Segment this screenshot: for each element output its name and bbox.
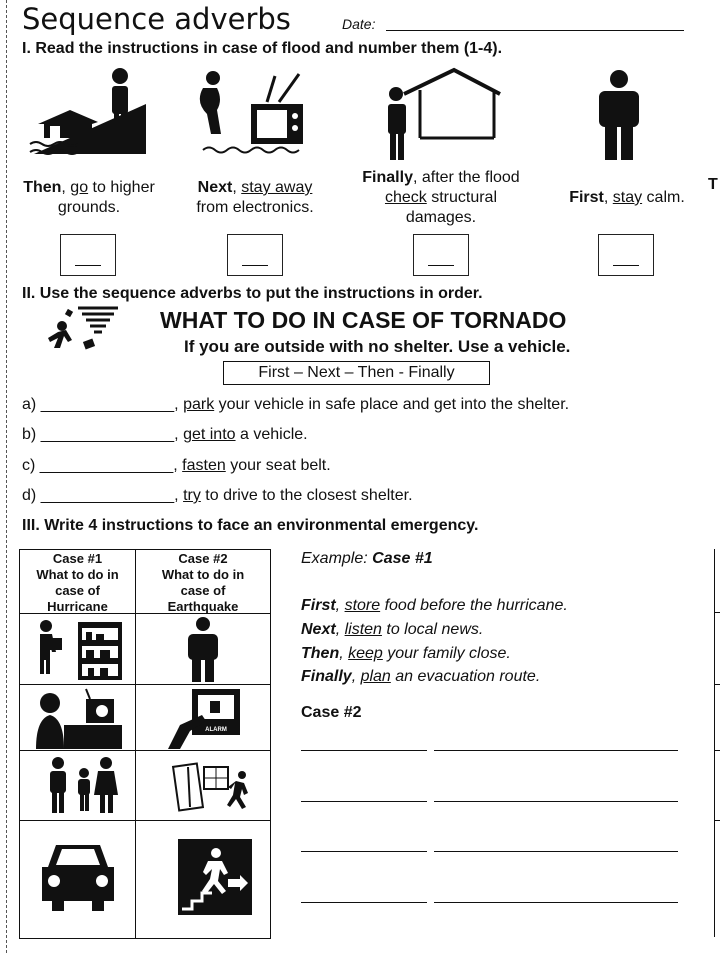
flood-instruction-2: Next, stay away from electronics. xyxy=(196,179,314,216)
example-line-3: Then, keep your family close. xyxy=(301,645,511,662)
write-line-1b[interactable] xyxy=(434,750,678,751)
sentence-d: d) _______________, try to drive to the closest shelter. xyxy=(22,487,413,504)
flood-instruction-3: Finally, after the flood check structural damages. xyxy=(362,169,520,226)
number-box-3[interactable] xyxy=(413,234,469,276)
tornado-title: WHAT TO DO IN CASE OF TORNADO xyxy=(160,307,567,333)
date-input-line[interactable] xyxy=(386,30,684,31)
adjacent-table-edge xyxy=(714,549,720,937)
case2-label: Case #2 xyxy=(301,704,362,721)
write-line-2a[interactable] xyxy=(301,801,427,802)
write-line-4a[interactable] xyxy=(301,902,427,903)
alarm-image xyxy=(136,685,270,751)
number-box-2[interactable] xyxy=(227,234,283,276)
write-line-2b[interactable] xyxy=(434,801,678,802)
answer-blank-a[interactable]: _______________ xyxy=(40,396,175,413)
cases-table xyxy=(19,549,271,939)
example-line-4: Finally, plan an evacuation route. xyxy=(301,668,541,685)
page-title: Sequence adverbs xyxy=(22,2,291,36)
adjacent-table-line xyxy=(714,750,720,751)
sentence-a: a) _______________, park your vehicle in safe place and get into the shelter. xyxy=(22,396,570,413)
example-line-1: First, store food before the hurricane. xyxy=(301,597,568,614)
adjacent-table-line xyxy=(714,612,720,613)
listen-radio-image xyxy=(20,685,136,751)
example-heading: Example: Case #1 xyxy=(301,550,433,567)
car-image xyxy=(20,821,136,938)
write-line-3b[interactable] xyxy=(434,851,678,852)
example-line-2: Next, listen to local news. xyxy=(301,621,484,638)
margin-dashed-line xyxy=(6,0,7,953)
section1-heading: I. Read the instructions in case of flood and number them (1-4). xyxy=(22,40,503,57)
flood-instruction-4: First, stay calm. xyxy=(569,189,685,206)
adjacent-table-line xyxy=(714,684,720,685)
date-label: Date: xyxy=(342,16,376,32)
person-stay-image xyxy=(136,614,270,685)
number-box-1[interactable] xyxy=(60,234,116,276)
answer-blank-d[interactable]: _______________ xyxy=(40,487,175,504)
tornado-subtitle: If you are outside with no shelter. Use a vehicle. xyxy=(184,337,571,356)
cutoff-letter: T xyxy=(708,176,718,193)
flood-house-hill-image xyxy=(28,64,152,164)
write-line-3a[interactable] xyxy=(301,851,427,852)
family-image xyxy=(20,751,136,821)
person-calm-image xyxy=(594,70,644,162)
tornado-running-icon xyxy=(44,304,124,356)
emergency-exit-image xyxy=(136,821,270,938)
section2-heading: II. Use the sequence adverbs to put the instructions in order. xyxy=(22,285,483,302)
sentence-c: c) _______________, fasten your seat belt. xyxy=(22,457,331,474)
alarm-text: ALARM xyxy=(205,727,227,733)
store-food-image xyxy=(20,614,136,685)
section3-heading: III. Write 4 instructions to face an environmental emergency. xyxy=(22,517,479,534)
flood-instruction-1: Then, go to higher grounds. xyxy=(23,179,155,216)
case1-header: Case #1 What to do in case of Hurricane xyxy=(20,550,136,614)
shelves-exit-image xyxy=(136,751,270,821)
word-box: First – Next – Then - Finally xyxy=(223,361,490,385)
person-tv-flood-image xyxy=(193,70,317,162)
person-house-frame-image xyxy=(382,66,504,162)
answer-blank-c[interactable]: _______________ xyxy=(39,457,174,474)
write-line-4b[interactable] xyxy=(434,902,678,903)
write-line-1a[interactable] xyxy=(301,750,427,751)
number-box-4[interactable] xyxy=(598,234,654,276)
adjacent-table-line xyxy=(714,820,720,821)
sentence-b: b) _______________, get into a vehicle. xyxy=(22,426,308,443)
case2-header: Case #2 What to do in case of Earthquake xyxy=(136,550,270,614)
answer-blank-b[interactable]: _______________ xyxy=(40,426,175,443)
